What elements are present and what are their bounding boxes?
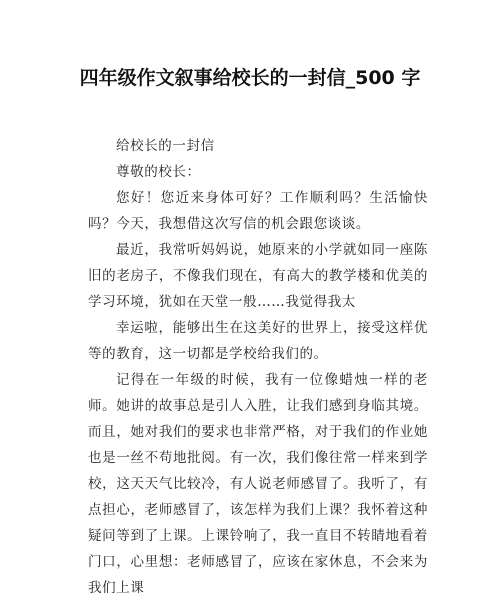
body-paragraph: 幸运啦，能够出生在这美好的世界上，接受这样优等的教育，这一切都是学校给我们的。 <box>88 320 428 362</box>
letter-salutation: 尊敬的校长： <box>116 164 201 180</box>
body-paragraph: 记得在一年级的时候，我有一位像蜡烛一样的老师。她讲的故事总是引人入胜，让我们感到身临其境。而且，她对我们的要求也非常严格，对于我们的作业她也是一丝不苟地批阅。有一次，我们像往常一样来到学校，这天天气比较冷，有人说老师感冒了。我听了，有点担心，老师感冒了，该怎样为我们上课？我怀着这种疑问等到了上课。上课铃响了，我一直目不转睛地看着门口，心里想：老师感冒了，应该在家休息，不会来为我们上课 <box>88 372 428 596</box>
body-paragraph: 您好！您近来身体可好？工作顺利吗？生活愉快吗？今天，我想借这次写信的机会跟您谈谈。 <box>88 190 428 232</box>
letter-heading: 给校长的一封信 <box>116 138 215 154</box>
document-title: 四年级作文叙事给校长的一封信_500 字 <box>79 67 421 89</box>
document-body <box>88 133 428 601</box>
body-paragraph: 最近，我常听妈妈说，她原来的小学就如同一座陈旧的老房子，不像我们现在，有高大的教学楼和优美的学习环境，犹如在天堂一般……我觉得我太 <box>88 242 428 310</box>
